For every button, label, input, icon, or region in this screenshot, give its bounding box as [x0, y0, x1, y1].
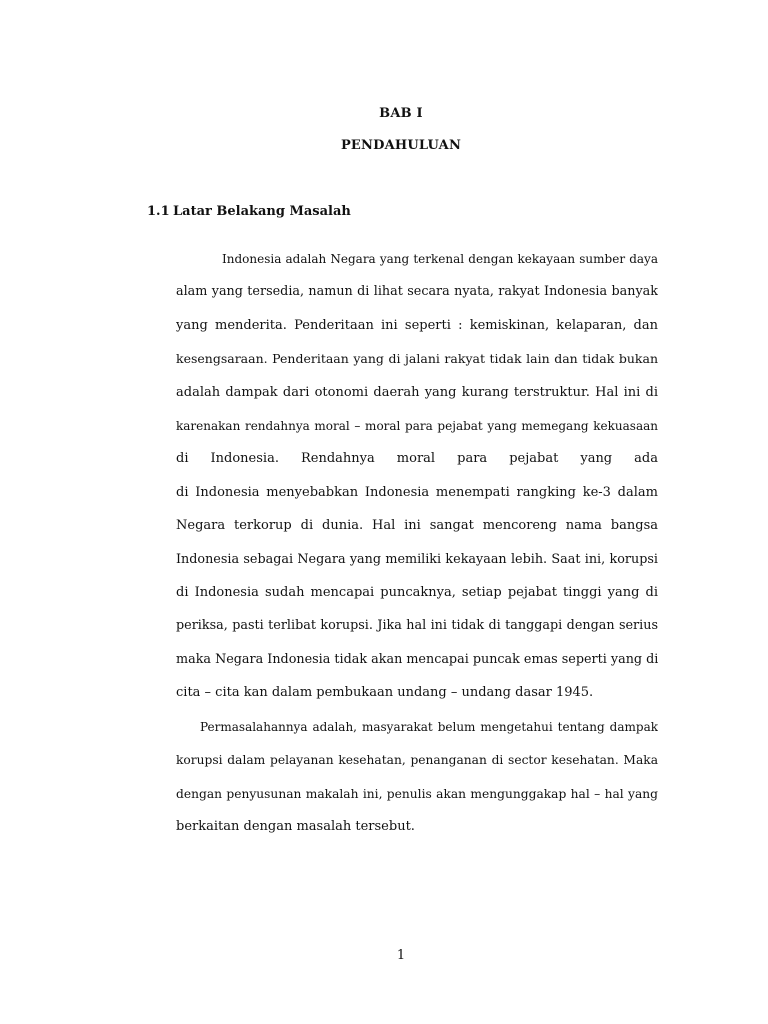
section-number: 1.1 — [147, 204, 170, 219]
page-number: 1 — [396, 948, 406, 963]
paragraph-line: cita – cita kan dalam pembukaan undang – undang dasar 1945. — [176, 685, 594, 701]
section-title: Latar Belakang Masalah — [173, 204, 351, 219]
paragraph-1 — [176, 248, 658, 715]
paragraph-line: adalah dampak dari otonomi daerah yang kurang terstruktur. Hal ini di — [176, 384, 658, 400]
paragraph-line: Indonesia adalah Negara yang terkenal dengan kekayaan sumber daya — [222, 252, 658, 266]
paragraph-line: di Indonesia menyebabkan Indonesia menempati rangking ke-3 dalam — [176, 484, 658, 500]
paragraph-line: Permasalahannya adalah, masyarakat belum mengetahui tentang dampak — [200, 720, 658, 734]
paragraph-line: Indonesia sebagai Negara yang memiliki kekayaan lebih. Saat ini, korupsi — [176, 551, 658, 567]
paragraph-line: karenakan rendahnya moral – moral para pejabat yang memegang kekuasaan — [176, 418, 658, 433]
paragraph-line: dengan penyusunan makalah ini, penulis akan mengunggakap hal – hal yang — [176, 786, 658, 801]
section-heading — [147, 204, 351, 219]
chapter-number: BAB I — [379, 106, 423, 121]
paragraph-line: berkaitan dengan masalah tersebut. — [176, 819, 415, 835]
chapter-title: PENDAHULUAN — [340, 138, 462, 153]
paragraph-line: maka Negara Indonesia tidak akan mencapai puncak emas seperti yang di — [176, 651, 658, 667]
paragraph-line: kesengsaraan. Penderitaan yang di jalani rakyat tidak lain dan tidak bukan — [176, 351, 658, 367]
paragraph-line: periksa, pasti terlibat korupsi. Jika hal ini tidak di tanggapi dengan serius — [176, 618, 658, 634]
paragraph-2 — [176, 716, 658, 850]
paragraph-line: di Indonesia sudah mencapai puncaknya, setiap pejabat tinggi yang di — [176, 584, 658, 600]
paragraph-line: di Indonesia. Rendahnya moral para pejabat yang ada — [176, 451, 658, 467]
paragraph-line: yang menderita. Penderitaan ini seperti : kemiskinan, kelaparan, dan — [176, 317, 658, 333]
paragraph-line: korupsi dalam pelayanan kesehatan, penanganan di sector kesehatan. Maka — [176, 753, 658, 768]
paragraph-line: Negara terkorup di dunia. Hal ini sangat mencoreng nama bangsa — [176, 518, 658, 534]
paragraph-line: alam yang tersedia, namun di lihat secara nyata, rakyat Indonesia banyak — [176, 284, 658, 300]
